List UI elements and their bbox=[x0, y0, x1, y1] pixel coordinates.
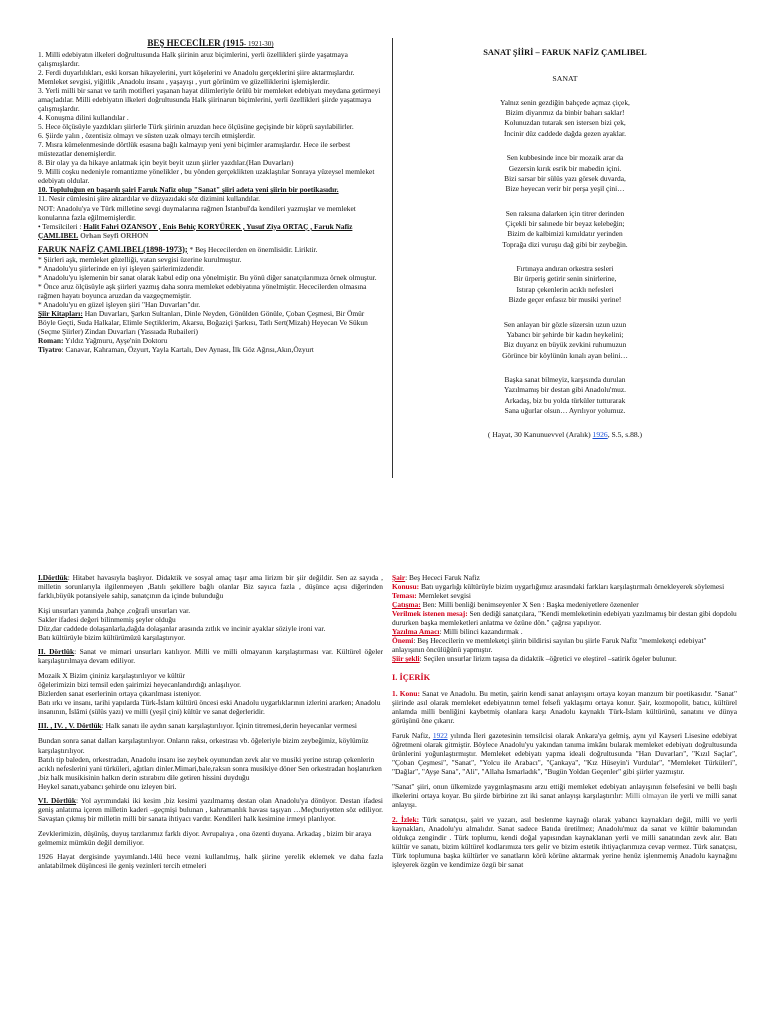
content-paragraph: 2. İzlek: Türk sanatçısı, şairi ve yazarı, asıl beslenme kaynağı olarak yabancı kaynakları değil, milli ve yerli kaynakları, Anadolu'yu almalıdır. Sanat sadece Batıda üretilmez; Anadolu'muz da sanat ve kültür bakımından oldukça zengindir . Türk toplumu, kendi doğal yapısından kaynaklanan yerli ve milli sanatından zevk alır. Batı kültür ve sanatı, bizim kültürel kodlarımıza ters gelir ve bizim estetik ihtiyaçlarımıza cevap vermez. Türk sanatçısı, Türk toplumuna başka kültürler ve sanatların körü körüne aktarmak yerine henüz işlenmemiş Anadolu kaynağını işleyerek özgün ve kendimize özgü bir sanat bbox=[392, 814, 737, 870]
poem-title: SANAT ŞİİRİ – FARUK NAFİZ ÇAMLIBEL bbox=[483, 48, 647, 57]
poetry-books: Şiir Kitapları: Han Duvarları, Şarkın Sultanları, Dinle Neyden, Gönülden Gönüle, Çoban Çeşmesi, Bir Ömür Böyle Geçti, Suda Halkalar, Elimle Seçtiklerim, Akarsu, Boğaziçi Şarkısı, Tatlı Sert(Mizah) Heyecan Ve Sükun (Seçme Şiirler) Zindan Duvarları (Yassıada Rubaileri) bbox=[38, 309, 368, 337]
info-row: Şair: Beş Hececi Faruk Nafiz bbox=[392, 573, 480, 582]
stanza: Sen raksına dalarken için titrer derinden Çiçekli bir salınede bir beyaz kelebeğin; Bizim de kalbimizi kımıldatır yerinden Toprağa dizi vuruşu dağ gibi bir zeybeğin. bbox=[502, 208, 628, 249]
info-row: Önemi: Beş Hececilerin ve memleketçi şiirin bildirisi sayılan bu şiirle Faruk Nafiz "memleketçi edebiyat" anlayışının öncülüğünü yapmıştır. bbox=[392, 636, 707, 655]
list-item: 7. Mısra kümelenmesinde dörtlük esasına bağlı kalmayıp yeni yeni biçimler aramışlardır. Hece ile serbest müstezatlar denemişlerdir. bbox=[38, 140, 351, 159]
stanza-analysis: II. Dörtlük: Sanat ve mimari unsurları katılıyor. Milli ve milli olmayanın karşılaştırması var. Kültürel öğeler karşılaştırılmaya devam ediliyor. bbox=[38, 647, 383, 666]
analysis-column bbox=[38, 573, 383, 1013]
list-item: * Önce aruz ölçüsüyle aşk şiirleri yazmış daha sonra memleket edebiyatına yönelmiştir. Hececilerden olmasına rağmen hayatı boyunca aruzdan da vazgeçmemiştir. bbox=[38, 281, 367, 300]
section-heading: I. İÇERİK bbox=[392, 673, 431, 683]
content-paragraph: "Sanat" şiiri, onun ülkemizde yaygınlaşmasını arzu ettiği memleket edebiyatı anlayışının felsefesini ve belli başlı ilkelerini ortaya koyar. Bu şiirde birbirine zıt iki sanat anlayışı karşılaştırılır: Milli olmayan ile yerli ve milli sanat anlayışı. bbox=[392, 781, 737, 809]
analysis-line: Düz,dar caddede dolaşanlarla,dağda dolaşanlar arasında zıtlık ve incinir ayaklar söziyle ironi var. bbox=[38, 624, 326, 634]
analysis-line: Batı kültürüyle bizim kültürümüzü karşılaştırıyor. bbox=[38, 633, 186, 643]
list-item: * Anadolu'yu en güzel işleyen şiiri "Han Duvarları"dır. bbox=[38, 300, 201, 310]
notes-column-top-left bbox=[38, 38, 383, 478]
hececiler-title: BEŞ HECECİLER (1915- 1921-30) bbox=[147, 38, 274, 48]
representatives: • Temsilcileri : Halit Fahri OZANSOY , Enis Behiç KORYÜREK , Yusuf Ziya ORTAÇ , Faruk Nafiz ÇAMLIBEL Orhan Seyfi ORHON bbox=[38, 221, 353, 240]
list-item: * Anadolu'yu işlemenin bir sanat olarak kabul edip ona yönelmiştir. Bu yönü diğer sanatçılarımıza örnek olmuştur. bbox=[38, 272, 377, 282]
publication-note: 1926 Hayat dergisinde yayımlandı.14lü hece vezni kullanılmış, halk şiirine yerelik eklemek ve daha fazla anlatabilmek düşüncesi ile geniş vezinleri tercih etmeleri bbox=[38, 851, 383, 870]
list-item: 2. Ferdi duyarlılıkları, eski korsan hikayelerini, yurt köşelerini ve Anadolu gerçeklerini şiire aktarmışlardır. Memleket sevgisi, yiğitlik ,Anadolu insanı , yaşayışı , yurt görünüm ve güzelliklerini işlemişlerdir. bbox=[38, 68, 355, 87]
analysis-line: Kişi unsurları yanında ,bahçe ,coğrafi unsurları var. bbox=[38, 606, 191, 616]
analysis-line: Zevklerimizin, düşünüş, duyuş tarzlarımız farklı diyor. Avrupalıya , ona özenti duyana. Arkadaş , bizim bir araya gelmemiz mümkün değil demiliyor. bbox=[38, 828, 372, 847]
poem-subtitle: SANAT bbox=[552, 74, 578, 84]
stanza-analysis: I.Dörtlük: Hitabet havasıyla başlıyor. Didaktik ve sosyal amaç taşır ama lirizm bir şiir değildir. Sen az sayıda , milletin sorunlarıyla ilgilenmeyen ,Batılı şekillere bağlı olanlar Biz sayıca fazla , düşünce açısı diğerinden farklı,büyük potansiyele sahip, sanatçının da içinde bulunduğu bbox=[38, 573, 383, 601]
list-item: 9. Milli coşku nedeniyle romantizme yönelikler , bu yönden gerçeklikten uzaklaştılar Sonraya yüzeysel memleket edebiyatı oldular. bbox=[38, 167, 375, 186]
faruk-nafiz-section: FARUK NAFİZ ÇAMLIBEL(1898-1973); * Beş Hececilerden en önemlisidir. Liriktir. bbox=[38, 244, 318, 254]
analysis-line: öğelerimizin bizi temsil eden şairimizi heyecanlandırdığı anlaşılıyor. bbox=[38, 680, 241, 690]
stanza-analysis: III. , IV. , V. Dörtlük: Halk sanatı ile aydın sanatı karşılaştırılıyor. İçinin titremesi,derin heyecanlar vermesi bbox=[38, 721, 357, 731]
list-item: 11. Nesir cümlesini şiire aktardılar ve düzyazıdaki söz dizimini kullandılar. bbox=[38, 194, 260, 204]
analysis-line: Sakler ifadesi değeri bilinmemiş şeyler olduğu bbox=[38, 615, 176, 625]
list-item: 3. Yerli milli bir sanat ve tarih motifleri yaşanan hayat dilimleriyle örülü bir memleket edebiyatı meydana getirmeyi amaçladılar. Milli edebiyatın ilkeleri doğrultusunda Halk şiirinarun biçimlerini, yerli özellikleri şiirde yaşatmaya çalışmışlardır. bbox=[38, 86, 381, 114]
stanza: Yalnız senin gezdiğin bahçede açmaz çiçek, Bizim diyarımız da binbir baharı saklar! Kolunuzdan tutarak sen istersen bizi çek, İncinir düz caddede dağda gezen ayaklar. bbox=[500, 97, 630, 138]
year-link[interactable]: 1926 bbox=[592, 430, 608, 440]
list-item: 1. Milli edebiyatın ilkeleri doğrultusunda Halk şiirinin aruz biçimlerini, yerli özellikleri şiirde yaşatmaya çalışmışlardır. bbox=[38, 49, 348, 68]
info-row: Konusu: Batı uygarlığı kültürüyle bizim uygarlığımız arasındaki farkları karşılaştırmalı örnekleyerek söylemesi bbox=[392, 582, 725, 592]
analysis-line: Mozaik X Bizim çininiz karşılaştırılıyor ve kültür bbox=[38, 671, 185, 681]
list-item: * Anadolu'yu şiirlerinde en iyi işleyen şairlerimizdendir. bbox=[38, 263, 205, 273]
info-row: Teması: Memleket sevgisi bbox=[392, 591, 471, 601]
list-item: * Şiirleri aşk, memleket güzelliği, vatan sevgisi üzerine kurulmuştur. bbox=[38, 254, 242, 264]
note: NOT: Anadolu'ya ve Türk milletine sevgi duymalarına rağmen İstanbul'da kendileri yazmışlar ve memleket konularına fazla eğilmemişlerdir. bbox=[38, 203, 356, 222]
summary-column bbox=[392, 573, 737, 1013]
analysis-line: Batı ırkı ve insanı, tarihi yapılarda Türk-İslam kültürü öncesi eski Anadolu uygarlıklarının izlerini ararken; Anadolu insanının, İslâmi (sülüs yazı) ve milli (yeşil çini) kültür ve sanat değerleridir. bbox=[38, 698, 381, 717]
poem-citation: ( Hayat, 30 Kanunuevvel (Aralık) 1926, S.5, s.88.) bbox=[487, 430, 643, 440]
content-paragraph: 1. Konu: Sanat ve Anadolu. Bu metin, şairin kendi sanat anlayışını ortaya koyan manzum bir poetikasıdır. "Sanat" şiirinde asıl olarak memleket edebiyatının temel felsefi yaklaşımı ortaya konur. Şair, kozmopolit, batıcı, kültürel anlamda milli benliğini kaybetmiş olanlara karşı Anadolu kaynaklı Türk-İslam kültürünü, sanatını ve dünya görüşünü öne çıkarır. bbox=[392, 688, 737, 725]
stanza: Sen anlayan bir gözle süzersin uzun uzun Yabancı bir şehirde bir kadın heykelini; Biz duyarız en büyük zevkini ruhumuzun Görünce bir köylünün kınalı ayan belini… bbox=[502, 319, 628, 360]
stanza-analysis: VI. Dörtlük: Yol ayrımındaki iki kesim ,biz kesimi yazılmamış destan olan Anadolu'ya dönüyor. Destan ifadesi geniş anlatıma içeren milletin kaderi –geçmişi bulunan , kahramanlık havası taşıyan …Meçburiyetten söz ediliyor. Savaştan çıkmış bir milletin milli bir sanata ihtiyacı vardır. Kendileri halk kesimine irmeyi planlıyor. bbox=[38, 795, 383, 823]
bio-paragraph: Faruk Nafiz, 1922 yılında İleri gazetesinin temsilcisi olarak Ankara'ya gelmiş, aynı yıl Kayseri Lisesine edebiyat öğretmeni olarak gitmiştir. Böylece Anadolu'yu yakından tanıma imkânı bularak memleket edebiyatı doğrultusunda ürünlerini yoğunlaştırmıştır. Memleket edebiyatı yapma ideali doğrultusunda "Han Duvarları", "Kızıl Saçlar", "Çoban Çeşmesi", "Sanat", "Yolcu ile Arabacı", "Çankaya", "Kız Hüseyin'i Vurdular", "Memleket Türküleri", "Dağlar", "Ayşe Sana", "Ali", "Allaha Ismarladık", "Bugün Yoldan Geçenler" gibi şiirler yazmıştır. bbox=[392, 730, 737, 776]
info-row: Şiir şekli: Seçilen unsurlar lirizm taşısa da didaktik –öğretici ve eleştirel –satirik ögeler bulunur. bbox=[392, 654, 677, 664]
poem-column bbox=[392, 38, 737, 478]
novels: Roman: Yıldız Yağmuru, Ayşe'nin Doktoru bbox=[38, 336, 168, 346]
stanza: Fırtınaya andıran orkestra sesleri Bir ürperiş getirir senin sinirlerine, Istırap çekenlerin acıklı nefesleri Bizde geçer enfasız bir musiki yerine! bbox=[508, 264, 622, 305]
info-row: Verilmek istenen mesaj: Sen dediği sanatçılara, "Kendi memleketinin edebiyatı yazılmamış bir destan gibi dopdolu dururken başka memleketleri anlatma ve özüne dön." çağrısı yapılıyor. bbox=[392, 609, 737, 628]
analysis-line: Bundan sonra sanat dalları karşılaştırılıyor. Onların raksı, orkestrası vb. öğeleriyle bizim zeybeğimiz, köylümüz bbox=[38, 736, 369, 746]
analysis-line: Heykel sanatı,yabancı şehirde onu izleyen biri. bbox=[38, 781, 177, 791]
list-item: 8. Bir olay ya da hikaye anlatmak için beyit beyit uzun şiirler yazdılar.(Han Duvarları) bbox=[38, 158, 294, 168]
list-item: 5. Hece ölçüsüyle yazdıkları şiirlerle Türk şiirinin aruzdan hece ölçüsüne geçişinde bir köprü sayılabilirler. bbox=[38, 122, 354, 132]
list-item: 6. Şiirde yalın , özentisiz olmayı ve süsten uzak olmayı tercih etmişlerdir. bbox=[38, 131, 256, 141]
info-row: Yazılma Amacı: Milli bilinci kazandırmak . bbox=[392, 627, 523, 637]
analysis-line: karşılaştırılıyor. bbox=[38, 745, 85, 755]
analysis-line: Batılı tip baleden, orkestradan, Anadolu insanı ise zeybek oyunundan zevk alır ve musiki yerine ıstırap çekenlerin acıklı nefeslerini yani türküleri, ağıtları dinler.Mimari,bale,raksın sonra musikiye döner Sen orkestradan hoşlanırken ,biz halk musikisinin halkın derin ıstırabını dile getiren hissini duyduğu bbox=[38, 754, 382, 782]
list-item: 10. Topluluğun en başarılı şairi Faruk Nafiz olup "Sanat" şiiri adeta yeni şiirin bir poetikasıdır. bbox=[38, 185, 339, 195]
list-item: 4. Konuşma dilini kullandılar . bbox=[38, 113, 129, 123]
year-link[interactable]: 1922 bbox=[432, 730, 448, 740]
analysis-line: Bizlerden sanat eserlerinin ortaya çıkarılması isteniyor. bbox=[38, 689, 201, 699]
plays: Tiyatro: Canavar, Kahraman, Özyurt, Yayla Kartalı, Dev Aynası, İlk Göz Ağrısı,Akın,Özyurt bbox=[38, 345, 314, 355]
stanza: Sen kubbesinde ince bir mozaik arar da Gezersin kırık esrik bir mabedin içini. Bizi sarsar bir sülüs yazı görsek duvarda, Bize heyecan verir bir perşa yeşil çini… bbox=[504, 153, 626, 194]
stanza: Başka sanat bilmeyiz, karşısında durulan Yazılmamış bir destan gibi Anadolu'muz. Arkadaş, biz bu yolda türküler tutturarak Sana uğurlar olsun… Ayrılıyor yolumuz. bbox=[504, 374, 626, 416]
info-row: Çatışma: Ben: Milli benliği benimseyenler X Sen : Başka medeniyetlere özenenler bbox=[392, 600, 639, 610]
